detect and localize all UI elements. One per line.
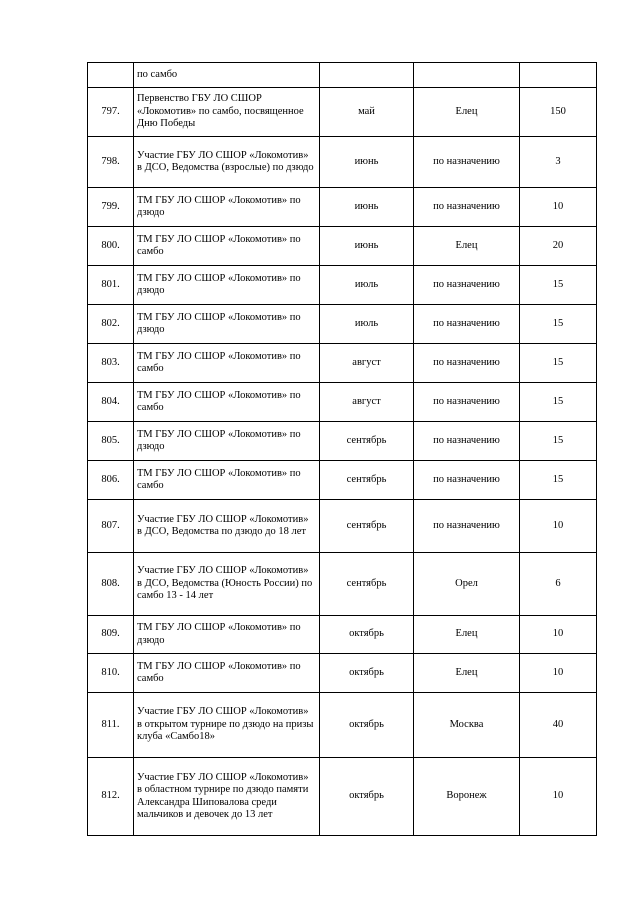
event-place: Елец [414,88,520,137]
table-row [88,88,597,137]
event-date [320,63,414,88]
row-number: 802. [88,305,134,344]
event-place: по назначению [414,137,520,188]
event-place: по назначению [414,500,520,553]
participant-count: 3 [520,137,597,188]
table-row [88,63,597,88]
row-number: 806. [88,461,134,500]
event-date: октябрь [320,758,414,836]
participant-count: 15 [520,305,597,344]
event-name: Участие ГБУ ЛО СШОР «Локомотив» в областном турнире по дзюдо памяти Александра Шиповалова среди мальчиков и девочек до 13 лет [134,758,320,836]
event-name: ТМ ГБУ ЛО СШОР «Локомотив» по дзюдо [134,422,320,461]
event-date: сентябрь [320,553,414,616]
participant-count: 10 [520,654,597,693]
event-date: август [320,383,414,422]
event-date: май [320,88,414,137]
row-number: 797. [88,88,134,137]
event-place: по назначению [414,422,520,461]
event-place: Елец [414,616,520,654]
event-name: ТМ ГБУ ЛО СШОР «Локомотив» по дзюдо [134,305,320,344]
participant-count: 40 [520,693,597,758]
row-number [88,63,134,88]
row-number: 805. [88,422,134,461]
event-name: ТМ ГБУ ЛО СШОР «Локомотив» по дзюдо [134,188,320,227]
participant-count: 10 [520,500,597,553]
row-number: 801. [88,266,134,305]
table-row [88,461,597,500]
table-row [88,305,597,344]
participant-count: 10 [520,616,597,654]
event-place: по назначению [414,188,520,227]
event-place: Москва [414,693,520,758]
event-name: Первенство ГБУ ЛО СШОР «Локомотив» по самбо, посвященное Дню Победы [134,88,320,137]
participant-count: 150 [520,88,597,137]
participant-count: 6 [520,553,597,616]
participant-count: 10 [520,188,597,227]
event-place: Орел [414,553,520,616]
row-number: 810. [88,654,134,693]
event-date: октябрь [320,616,414,654]
event-place: по назначению [414,383,520,422]
event-date: июль [320,266,414,305]
event-name: ТМ ГБУ ЛО СШОР «Локомотив» по самбо [134,344,320,383]
event-date: июнь [320,137,414,188]
table-row [88,188,597,227]
event-name: по самбо [134,63,320,88]
participant-count: 15 [520,344,597,383]
event-name: Участие ГБУ ЛО СШОР «Локомотив» в ДСО, Ведомства по дзюдо до 18 лет [134,500,320,553]
event-name: ТМ ГБУ ЛО СШОР «Локомотив» по дзюдо [134,266,320,305]
row-number: 807. [88,500,134,553]
participant-count: 15 [520,266,597,305]
event-name: ТМ ГБУ ЛО СШОР «Локомотив» по самбо [134,654,320,693]
event-name: ТМ ГБУ ЛО СШОР «Локомотив» по дзюдо [134,616,320,654]
row-number: 798. [88,137,134,188]
row-number: 800. [88,227,134,266]
event-date: сентябрь [320,461,414,500]
event-place: Елец [414,654,520,693]
row-number: 811. [88,693,134,758]
table-row [88,616,597,654]
row-number: 803. [88,344,134,383]
row-number: 808. [88,553,134,616]
table-row [88,693,597,758]
table-row [88,553,597,616]
participant-count: 20 [520,227,597,266]
event-date: август [320,344,414,383]
table-row [88,344,597,383]
event-date: сентябрь [320,500,414,553]
table-row [88,422,597,461]
event-date: июнь [320,188,414,227]
row-number: 799. [88,188,134,227]
event-name: ТМ ГБУ ЛО СШОР «Локомотив» по самбо [134,383,320,422]
event-name: Участие ГБУ ЛО СШОР «Локомотив» в ДСО, Ведомства (Юность России) по самбо 13 - 14 лет [134,553,320,616]
event-date: сентябрь [320,422,414,461]
participant-count [520,63,597,88]
table-row [88,383,597,422]
event-name: ТМ ГБУ ЛО СШОР «Локомотив» по самбо [134,227,320,266]
event-place [414,63,520,88]
participant-count: 10 [520,758,597,836]
events-table [87,62,597,836]
participant-count: 15 [520,383,597,422]
table-row [88,758,597,836]
table-row [88,266,597,305]
event-place: Елец [414,227,520,266]
row-number: 812. [88,758,134,836]
event-name: Участие ГБУ ЛО СШОР «Локомотив» в ДСО, Ведомства (взрослые) по дзюдо [134,137,320,188]
event-place: Воронеж [414,758,520,836]
event-date: октябрь [320,693,414,758]
event-date: октябрь [320,654,414,693]
row-number: 804. [88,383,134,422]
table-row [88,137,597,188]
event-date: июнь [320,227,414,266]
table-row [88,227,597,266]
participant-count: 15 [520,422,597,461]
row-number: 809. [88,616,134,654]
event-place: по назначению [414,305,520,344]
participant-count: 15 [520,461,597,500]
event-place: по назначению [414,344,520,383]
event-name: ТМ ГБУ ЛО СШОР «Локомотив» по самбо [134,461,320,500]
table-row [88,500,597,553]
event-name: Участие ГБУ ЛО СШОР «Локомотив» в открытом турнире по дзюдо на призы клуба «Самбо18» [134,693,320,758]
event-place: по назначению [414,266,520,305]
table-row [88,654,597,693]
event-date: июль [320,305,414,344]
event-place: по назначению [414,461,520,500]
